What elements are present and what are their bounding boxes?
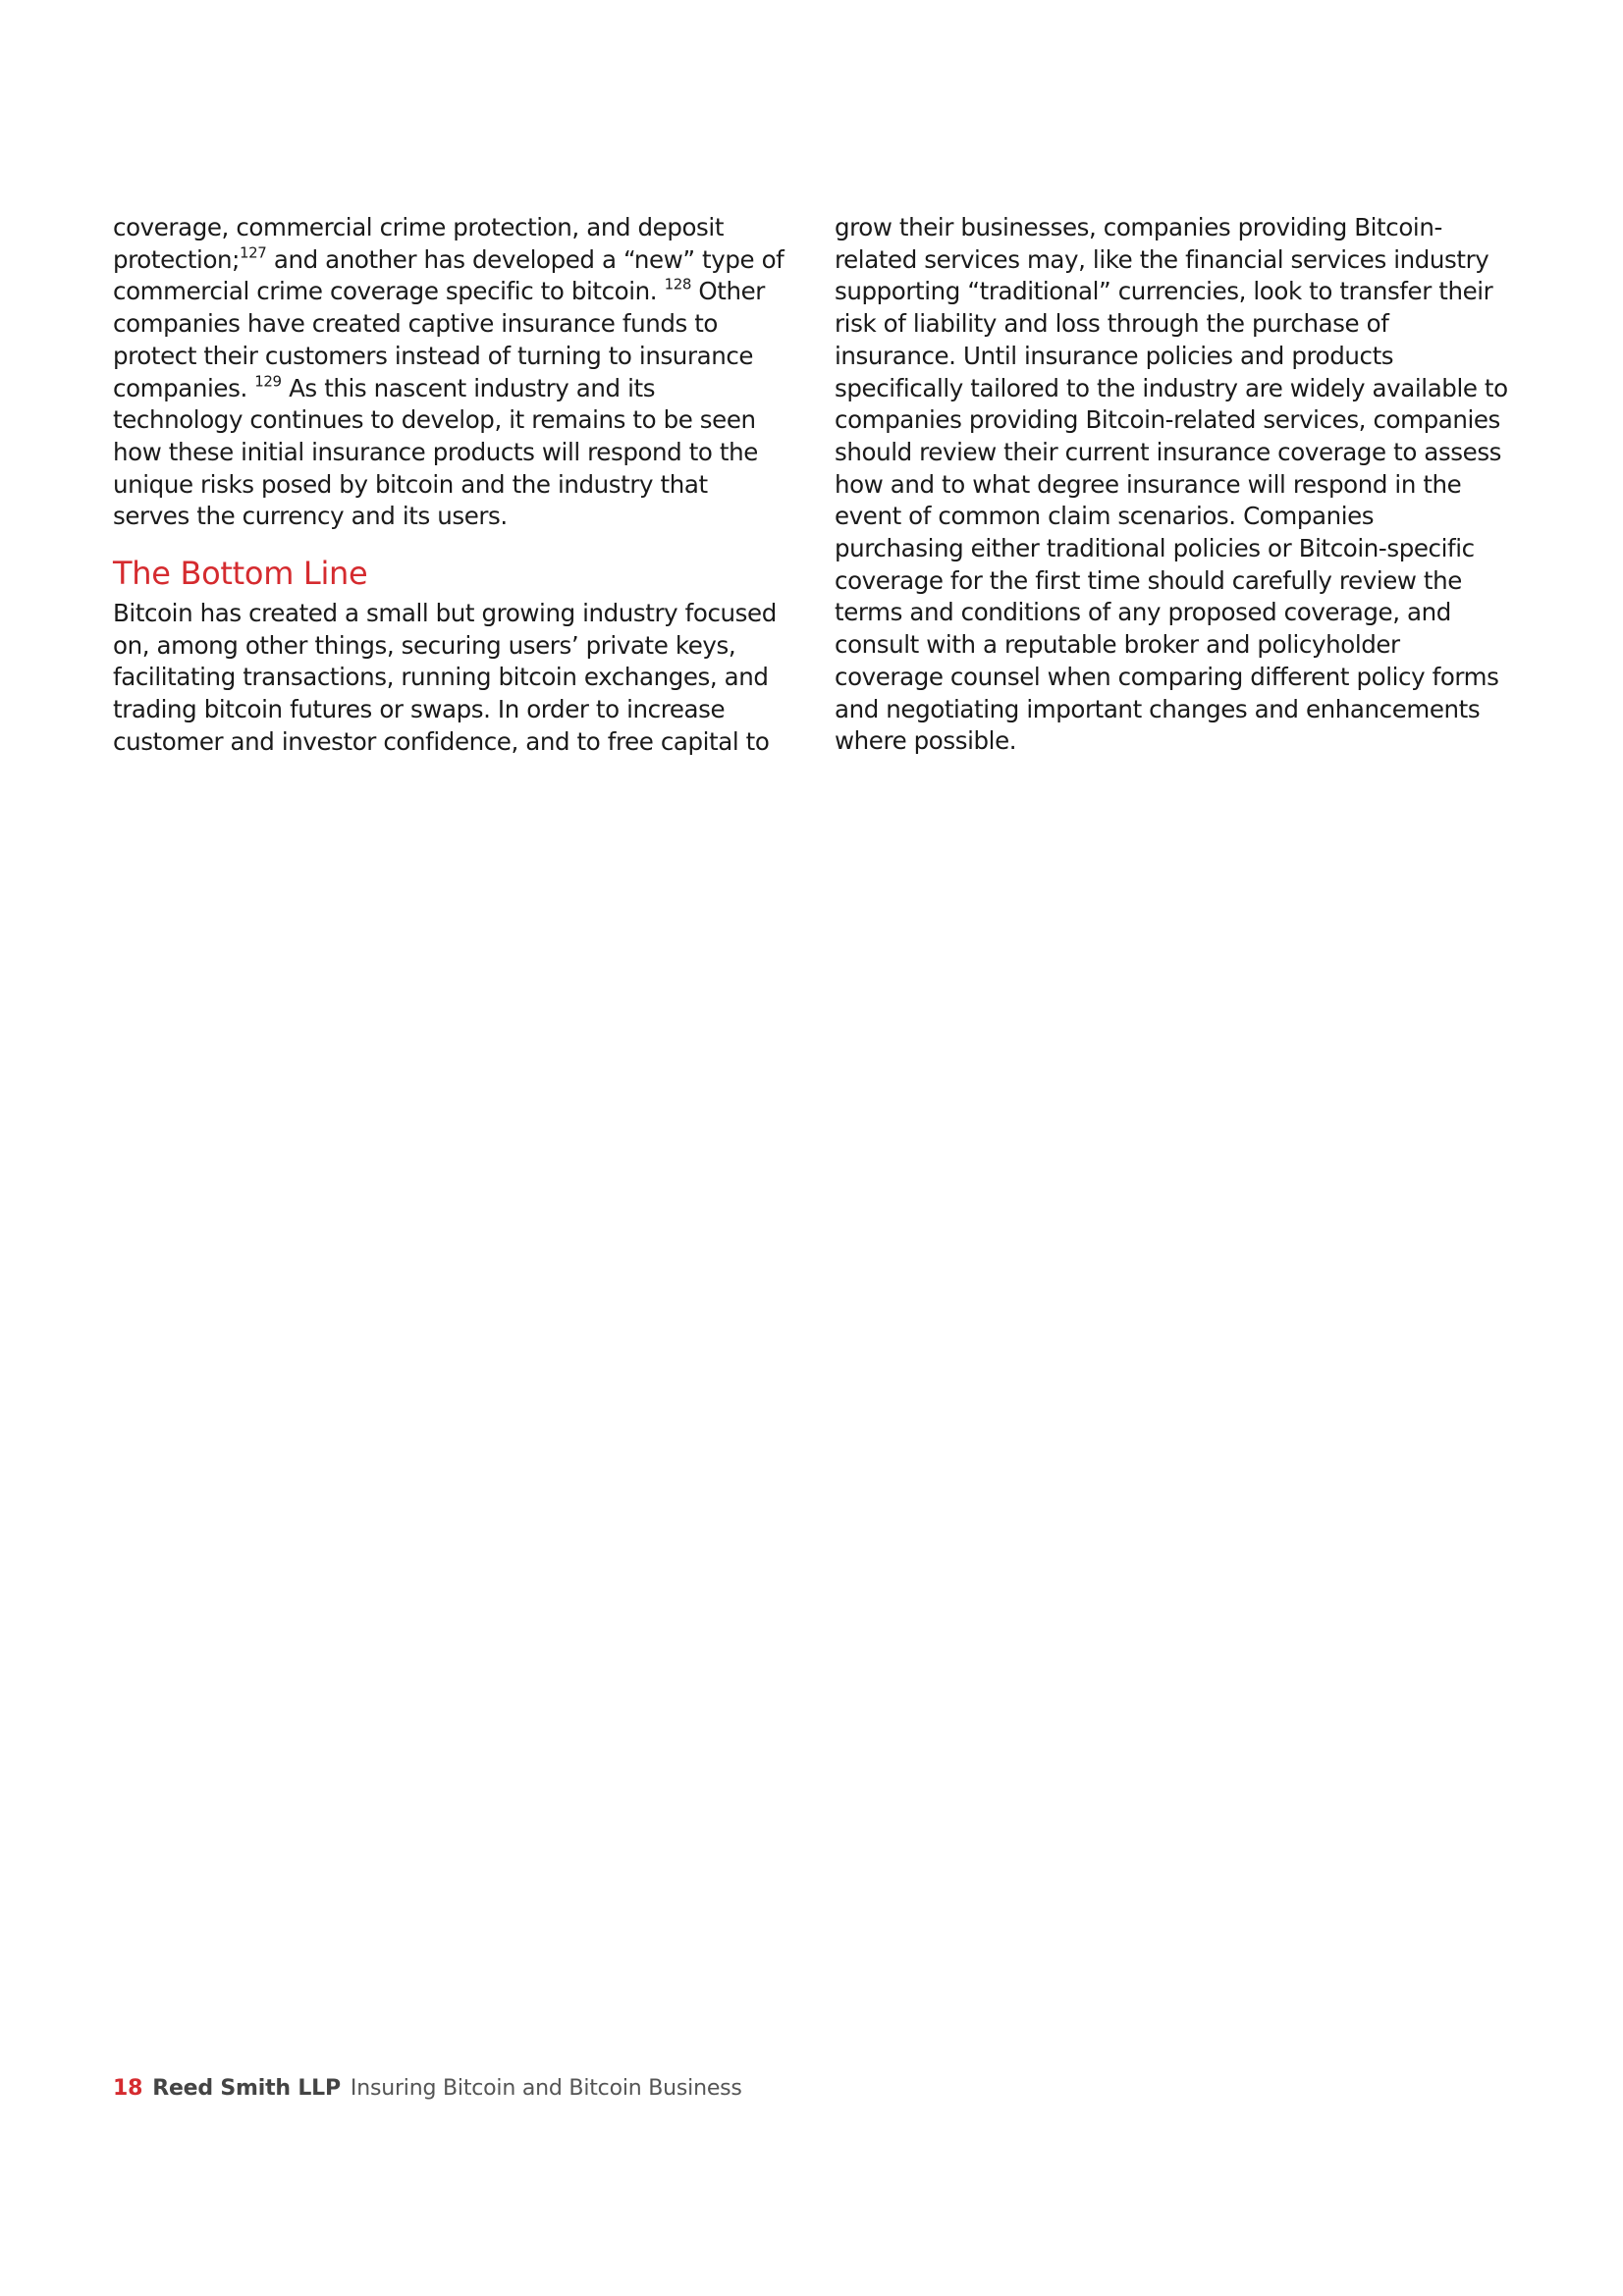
- text-line: coverage for the first time should carefully review the: [835, 565, 1462, 595]
- text-line: [113, 373, 800, 405]
- footnote-ref-127[interactable]: 127: [240, 243, 267, 262]
- text-line: coverage counsel when comparing different policy forms: [835, 662, 1499, 691]
- body-paragraph: [113, 212, 800, 533]
- text-line: consult with a reputable broker and policyholder: [835, 630, 1400, 660]
- text-line: companies have created captive insurance funds to: [113, 309, 719, 339]
- body-paragraph: [113, 598, 800, 759]
- text-line: insurance. Until insurance policies and products: [835, 341, 1394, 370]
- text-line: serves the currency and its users.: [113, 502, 508, 531]
- text-line: [113, 244, 800, 277]
- text-line: specifically tailored to the industry are widely available to: [835, 373, 1508, 402]
- footnote-ref-128[interactable]: 128: [664, 275, 692, 294]
- left-column: [113, 212, 800, 759]
- text-fragment: protection;: [113, 244, 241, 274]
- text-line: how these initial insurance products will respond to the: [113, 437, 758, 466]
- text-fragment: As this nascent industry and its: [281, 373, 656, 402]
- text-line: risk of liability and loss through the purchase of: [835, 309, 1389, 339]
- right-column: [835, 212, 1522, 758]
- text-line: on, among other things, securing users’ private keys,: [113, 630, 736, 660]
- text-fragment: and another has developed a “new” type of: [266, 244, 784, 274]
- text-line: event of common claim scenarios. Companies: [835, 502, 1375, 531]
- text-line: customer and investor confidence, and to free capital to: [113, 726, 770, 756]
- text-line: how and to what degree insurance will respond in the: [835, 469, 1462, 499]
- text-line: companies providing Bitcoin-related services, companies: [835, 405, 1500, 435]
- page-footer: [113, 2075, 742, 2103]
- text-fragment: commercial crime coverage specific to bitcoin.: [113, 277, 665, 306]
- firm-name: Reed Smith LLP: [152, 2076, 341, 2101]
- text-line: unique risks posed by bitcoin and the industry that: [113, 469, 708, 499]
- body-paragraph: [835, 212, 1522, 758]
- text-line: facilitating transactions, running bitcoin exchanges, and: [113, 663, 769, 692]
- text-line: protect their customers instead of turning to insurance: [113, 341, 754, 370]
- document-title: Insuring Bitcoin and Bitcoin Business: [350, 2076, 742, 2101]
- text-fragment: Other: [691, 277, 765, 306]
- text-line: Bitcoin has created a small but growing industry focused: [113, 599, 777, 628]
- text-line: where possible.: [835, 726, 1017, 756]
- text-line: [113, 276, 800, 308]
- footnote-ref-129[interactable]: 129: [254, 372, 282, 391]
- text-line: trading bitcoin futures or swaps. In order to increase: [113, 695, 726, 724]
- text-line: technology continues to develop, it remains to be seen: [113, 405, 756, 435]
- text-line: should review their current insurance coverage to assess: [835, 437, 1502, 466]
- text-line: related services may, like the financial services industry: [835, 244, 1489, 274]
- section-heading: The Bottom Line: [113, 555, 368, 593]
- text-line: and negotiating important changes and enhancements: [835, 694, 1481, 723]
- text-line: grow their businesses, companies providing Bitcoin-: [835, 213, 1442, 241]
- text-line: terms and conditions of any proposed coverage, and: [835, 598, 1451, 627]
- text-line: purchasing either traditional policies or Bitcoin-specific: [835, 534, 1475, 563]
- page-number: 18: [113, 2076, 143, 2101]
- text-line: supporting “traditional” currencies, look to transfer their: [835, 277, 1493, 306]
- text-line: coverage, commercial crime protection, and deposit: [113, 213, 725, 241]
- text-fragment: companies.: [113, 373, 255, 402]
